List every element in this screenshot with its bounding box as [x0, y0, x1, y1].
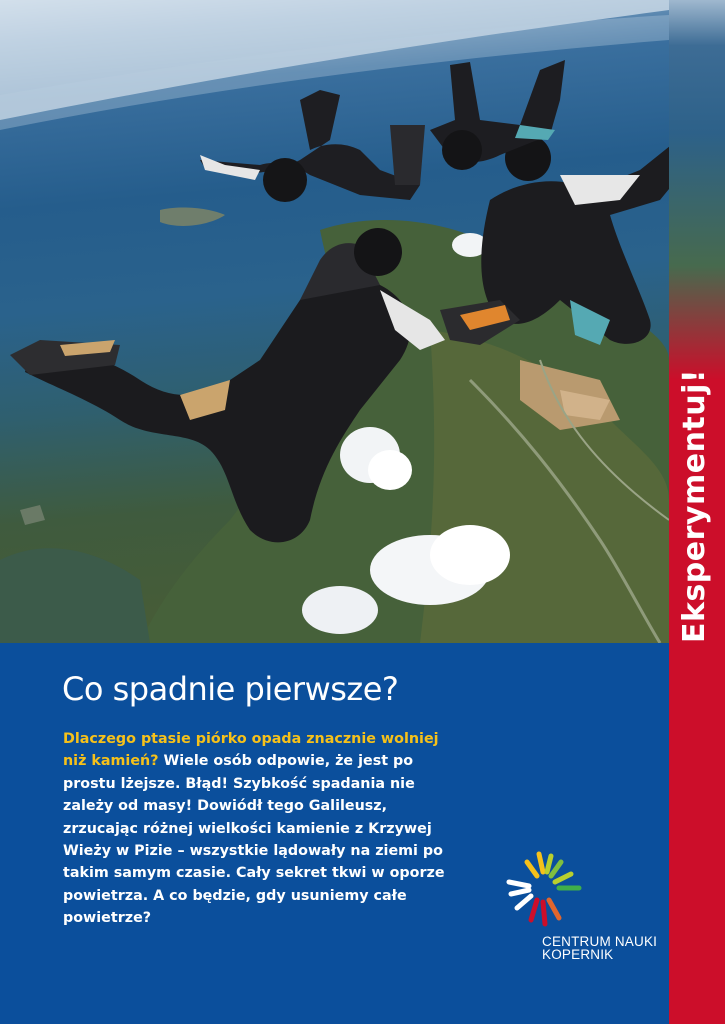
logo-line-1: CENTRUM NAUKI [542, 934, 658, 949]
kopernik-logo-icon [505, 850, 583, 928]
logo-line-2: KOPERNIK [542, 947, 614, 962]
page-title: Co spadnie pierwsze? [62, 670, 399, 708]
body-paragraph [63, 728, 453, 930]
lead-question: Dlaczego ptasie piórko opada znacznie wolniej niż kamień? [63, 731, 439, 770]
logo-wordmark [542, 935, 657, 961]
photo-edge [669, 0, 725, 380]
section-label: Eksperymentuj! [677, 368, 712, 643]
body-text: Wiele osób odpowie, że jest po prostu lżejsze. Błąd! Szybkość spadania nie zależy od masy! Dowiódł tego Galileusz, zrzucając różnej wielkości kamienie z Krzywej Wieży w Pizie – wszystkie lądowały na ziemi po takim samym czasie. Cały sekret tkwi w oporze powietrza. A co będzie, gdy usuniemy całe powietrze? [63, 753, 445, 927]
